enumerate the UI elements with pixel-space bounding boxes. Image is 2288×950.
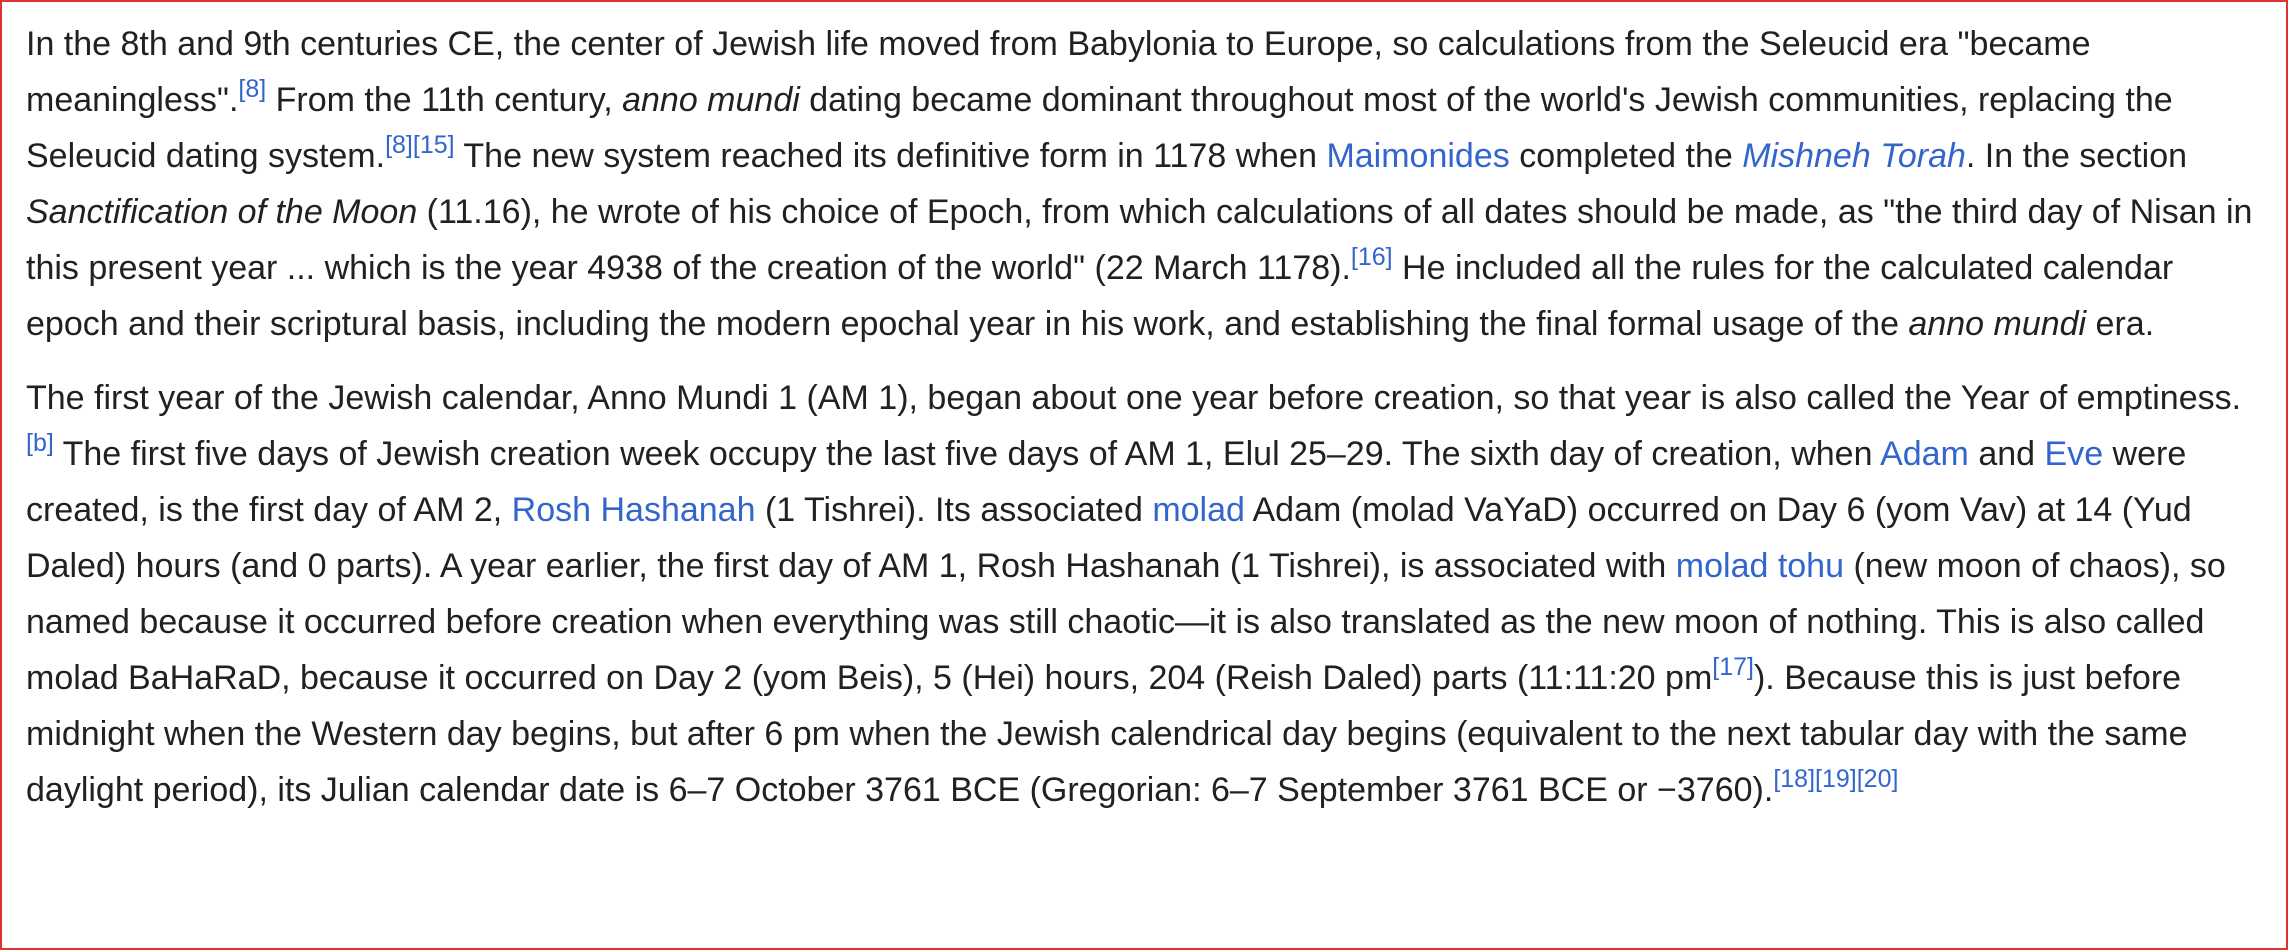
text: and [1968,435,2045,473]
italic-sanctification-of-the-moon: Sanctification of the Moon [26,193,418,231]
text: (new moon of chaos), so named because it occurred before creation when everything was still chaotic—it is also translated as the new moon of nothing. This is also called molad BaHaRaD, because it occurred on Day 2 (yom Beis), 5 (Hei) hours, 204 (Reish Daled) parts (11:11:20 pm [26,547,2226,697]
citation-17[interactable] [1712,653,1754,681]
note-link[interactable]: [b] [26,429,54,457]
text: ). Because this is just before midnight when the Western day begins, but after 6 pm when the Jewish calendrical day begins (equivalent to the next tabular day with the same daylight period), its Julian calendar date is 6–7 October 3761 BCE (Gregorian: 6–7 September 3761 BCE or −3760). [26,659,2188,809]
link-maimonides[interactable]: Maimonides [1326,137,1510,175]
text: The first five days of Jewish creation week occupy the last five days of AM 1, Elul 25–29. The sixth day of creation, when [53,435,1881,473]
citation-18[interactable] [1773,765,1815,793]
citation-link[interactable]: [17] [1712,653,1754,681]
text: completed the [1509,137,1743,175]
citation-8[interactable] [238,75,266,103]
italic-anno-mundi: anno mundi [622,81,800,119]
text: The new system reached its definitive form in 1178 when [454,137,1327,175]
link-eve[interactable]: Eve [2044,435,2104,473]
link-molad-tohu[interactable]: molad tohu [1675,547,1845,585]
link-rosh-hashanah[interactable]: Rosh Hashanah [511,491,756,529]
citation-link[interactable]: [15] [412,131,455,159]
text: (1 Tishrei). Its associated [755,491,1153,529]
text: The first year of the Jewish calendar, Anno Mundi 1 (AM 1), began about one year before creation, so that year is also called the Year of emptiness. [26,379,2242,417]
note-b[interactable] [26,429,54,457]
citation-link[interactable]: [18] [1773,765,1816,793]
paragraph-anno-mundi-history [26,16,2262,352]
paragraph-first-year [26,370,2262,818]
article-body [26,16,2262,836]
link-mishneh-torah[interactable] [1742,137,1966,175]
text: dating became dominant throughout most of the world's Jewish communities, replacing the Seleucid dating system. [26,81,2173,175]
text: Adam (molad VaYaD) occurred on Day 6 (yom Vav) at 14 (Yud Daled) hours (and 0 parts). A year earlier, the first day of AM 1, Rosh Hashanah (1 Tishrei), is associated with [26,491,2192,585]
link-mishneh-torah-label: Mishneh Torah [1742,137,1966,175]
italic-anno-mundi: anno mundi [1908,305,2087,343]
citation-link[interactable]: [19] [1815,765,1857,793]
citation-19[interactable] [1815,765,1857,793]
citation-link[interactable]: [20] [1856,765,1899,793]
text: From the 11th century, [266,81,623,119]
citation-8[interactable] [385,131,413,159]
link-molad[interactable]: molad [1152,491,1245,529]
text: . In the section [1965,137,2188,175]
citation-link[interactable]: [8] [238,75,267,103]
text: He included all the rules for the calculated calendar epoch and their scriptural basis, including the modern epochal year in his work, and establishing the final formal usage of the [26,249,2174,343]
text: were created, is the first day of AM 2, [26,435,2187,529]
citation-20[interactable] [1857,765,1899,793]
text: era. [2086,305,2155,343]
text: In the 8th and 9th centuries CE, the center of Jewish life moved from Babylonia to Europe, so calculations from the Seleucid era "became meaningless". [26,25,2091,119]
text: (11.16), he wrote of his choice of Epoch, from which calculations of all dates should be made, as "the third day of Nisan in this present year ... which is the year 4938 of the creation of the world" (22 March 1178). [26,193,2253,287]
citation-16[interactable] [1351,243,1393,271]
citation-15[interactable] [413,131,455,159]
link-adam[interactable]: Adam [1880,435,1969,473]
citation-link[interactable]: [8] [385,131,413,159]
citation-link[interactable]: [16] [1350,243,1393,271]
